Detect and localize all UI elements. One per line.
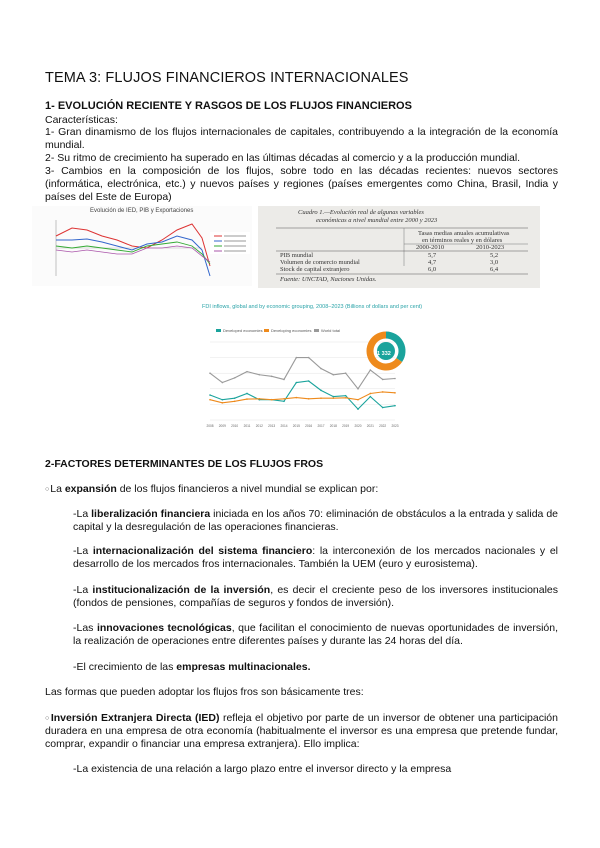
data-point — [259, 398, 261, 400]
data-point — [382, 391, 384, 393]
data-point — [357, 408, 359, 410]
data-point — [222, 402, 224, 404]
legend-developed: Developed economies — [216, 328, 263, 333]
characteristic-1: 1- Gran dinamismo de los flujos internacionales de capitales, contribuyendo a la integración de la economía mundial. — [45, 126, 558, 151]
figure-table-photo — [258, 206, 540, 288]
x-tick-label: 2023 — [391, 424, 399, 428]
x-tick-label: 2013 — [268, 424, 276, 428]
factor-innovaciones: -Las innovaciones tecnológicas, que facilitan el conocimiento de nuevas oportunidades de inversión, la realización de operaciones entre diferentes países y durante las 24 horas del día. — [73, 622, 559, 647]
table-source: Fuente: UNCTAD, Naciones Unidas. — [280, 276, 377, 283]
table-header-2: en términos reales y en dólares — [422, 237, 503, 244]
x-tick-label: 2019 — [342, 424, 350, 428]
characteristic-2: 2- Su ritmo de crecimiento ha superado en las últimas décadas al comercio y a la producción mundial. — [45, 152, 521, 164]
data-point — [357, 388, 359, 390]
page-title: TEMA 3: FLUJOS FINANCIEROS INTERNACIONALES — [45, 70, 409, 86]
data-point — [209, 399, 211, 401]
table-header-1: Tasas medias anuales acumulativas — [418, 230, 510, 237]
figure1-lines — [32, 206, 252, 286]
table-row-label-3: Stock de capital extranjero — [280, 266, 350, 273]
x-tick-label: 2020 — [354, 424, 362, 428]
data-point — [246, 393, 248, 395]
data-point — [283, 379, 285, 381]
x-tick-label: 2011 — [243, 424, 251, 428]
data-point — [296, 357, 298, 359]
data-point — [296, 397, 298, 399]
donut-value: $1 332 — [374, 351, 391, 357]
factor-multinacionales: -El crecimiento de las empresas multinacionales. — [73, 661, 311, 673]
data-point — [382, 407, 384, 409]
figure-fdi-chart — [190, 304, 423, 452]
legend-developing: Developing economies — [264, 328, 311, 333]
data-point — [370, 396, 372, 398]
data-point — [320, 368, 322, 370]
circle-bullet-icon: ○ — [45, 715, 50, 722]
x-tick-label: 2008 — [206, 424, 214, 428]
data-point — [308, 357, 310, 359]
data-point — [296, 382, 298, 384]
data-point — [394, 378, 396, 380]
data-point — [394, 405, 396, 407]
data-point — [234, 397, 236, 399]
data-point — [357, 399, 359, 401]
data-point — [308, 380, 310, 382]
table-row-v1-3: 6,0 — [428, 266, 437, 273]
data-point — [222, 399, 224, 401]
x-tick-label: 2012 — [255, 424, 263, 428]
ied-implication-1: -La existencia de una relación a largo plazo entre el inversor directo y la empresa — [73, 763, 452, 775]
ied-paragraph: ○Inversión Extranjera Directa (IED) refleja el objetivo por parte de un inversor de obtener una participación duradera en una empresa de otra economía (habitualmente el inversor es una empresa que pretende fundar, comprar, expandir o financiar una empresa extranjera). Ello implica: — [45, 712, 558, 750]
circle-bullet-icon: ○ — [45, 486, 50, 493]
data-point — [283, 400, 285, 402]
fdi-line-chart — [190, 304, 410, 452]
data-point — [209, 372, 211, 374]
legend-world: World total — [314, 328, 340, 333]
formas-paragraph: Las formas que pueden adoptar los flujos fros son básicamente tres: — [45, 686, 364, 698]
data-point — [308, 398, 310, 400]
data-point — [246, 371, 248, 373]
table-period-1: 2000-2010 — [416, 244, 445, 251]
data-point — [345, 395, 347, 397]
data-point — [370, 393, 372, 395]
factor-liberalizacion: -La liberalización financiera iniciada en los años 70: eliminación de obstáculos a la entrada y salida de capital y la desregulación de las operaciones financieras. — [73, 508, 559, 533]
table-row-v1-2: 4,7 — [428, 259, 437, 266]
table-row-v1-1: 5,7 — [428, 252, 437, 259]
section-2-heading: 2-FACTORES DETERMINANTES DE LOS FLUJOS FROS — [45, 458, 324, 470]
data-point — [394, 392, 396, 394]
table-caption-2: económicas a nivel mundial entre 2000 y 2023 — [316, 217, 438, 224]
data-point — [345, 397, 347, 399]
x-tick-label: 2015 — [292, 424, 300, 428]
x-tick-label: 2009 — [218, 424, 226, 428]
section-1-heading: 1- EVOLUCIÓN RECIENTE Y RASGOS DE LOS FLUJOS FINANCIEROS — [45, 100, 412, 112]
data-point — [259, 374, 261, 376]
data-point — [333, 397, 335, 399]
intro-paragraph: ○La expansión de los flujos financieros a nivel mundial se explican por: — [45, 483, 379, 495]
x-tick-label: 2010 — [231, 424, 239, 428]
table-row-label-1: PIB mundial — [280, 252, 314, 259]
factor-internacionalizacion: -La internacionalización del sistema financiero: la interconexión de los mercados nacionales y el desarrollo de los mercados fros internacionales. También la UEM (euro y eurosistema). — [73, 545, 558, 570]
data-point — [382, 379, 384, 381]
table-row-v2-3: 6,4 — [490, 266, 499, 273]
characteristic-3: 3- Cambios en la composición de los flujos, sobre todo en las décadas recientes: nuevos sectores (informática, electrónica, etc.) y nuevos países y regiones (países emergentes como China, Brasil, India y países del Este de Europa) — [45, 165, 558, 203]
x-tick-label: 2018 — [329, 424, 337, 428]
table-period-2: 2010-2023 — [476, 244, 505, 251]
data-point — [345, 372, 347, 374]
caracteristicas-label: Características: — [45, 114, 118, 126]
table-row-v2-2: 3,0 — [490, 259, 499, 266]
x-tick-label: 2017 — [317, 424, 325, 428]
table-row-label-2: Volumen de comercio mundial — [280, 259, 360, 266]
x-tick-label: 2014 — [280, 424, 288, 428]
data-point — [234, 377, 236, 379]
data-point — [222, 382, 224, 384]
data-point — [271, 399, 273, 401]
data-point — [271, 376, 273, 378]
x-tick-label: 2022 — [379, 424, 387, 428]
figure1-title: Evolución de IED, PIB y Exportaciones — [90, 208, 194, 214]
figure-evolution-chart — [32, 206, 252, 286]
data-point — [333, 396, 335, 398]
factor-institucionalizacion: -La institucionalización de la inversión, es decir el creciente peso de los inversores institucionales (fondos de pensiones, compañías de seguros y fondos de inversión). — [73, 584, 559, 609]
table-caption-1: Cuadro 1.—Evolución real de algunas variables — [298, 209, 424, 216]
data-point — [246, 398, 248, 400]
data-point — [333, 374, 335, 376]
data-point — [370, 369, 372, 371]
data-point — [234, 400, 236, 402]
fdi-chart-title: FDI inflows, global and by economic grouping, 2008–2023 (Billions of dollars and per cent) — [202, 304, 423, 310]
data-point — [320, 397, 322, 399]
x-tick-label: 2021 — [366, 424, 374, 428]
x-tick-label: 2016 — [305, 424, 313, 428]
table-row-v2-1: 5,2 — [490, 252, 499, 259]
data-point — [209, 394, 211, 396]
data-point — [320, 390, 322, 392]
data-point — [283, 398, 285, 400]
